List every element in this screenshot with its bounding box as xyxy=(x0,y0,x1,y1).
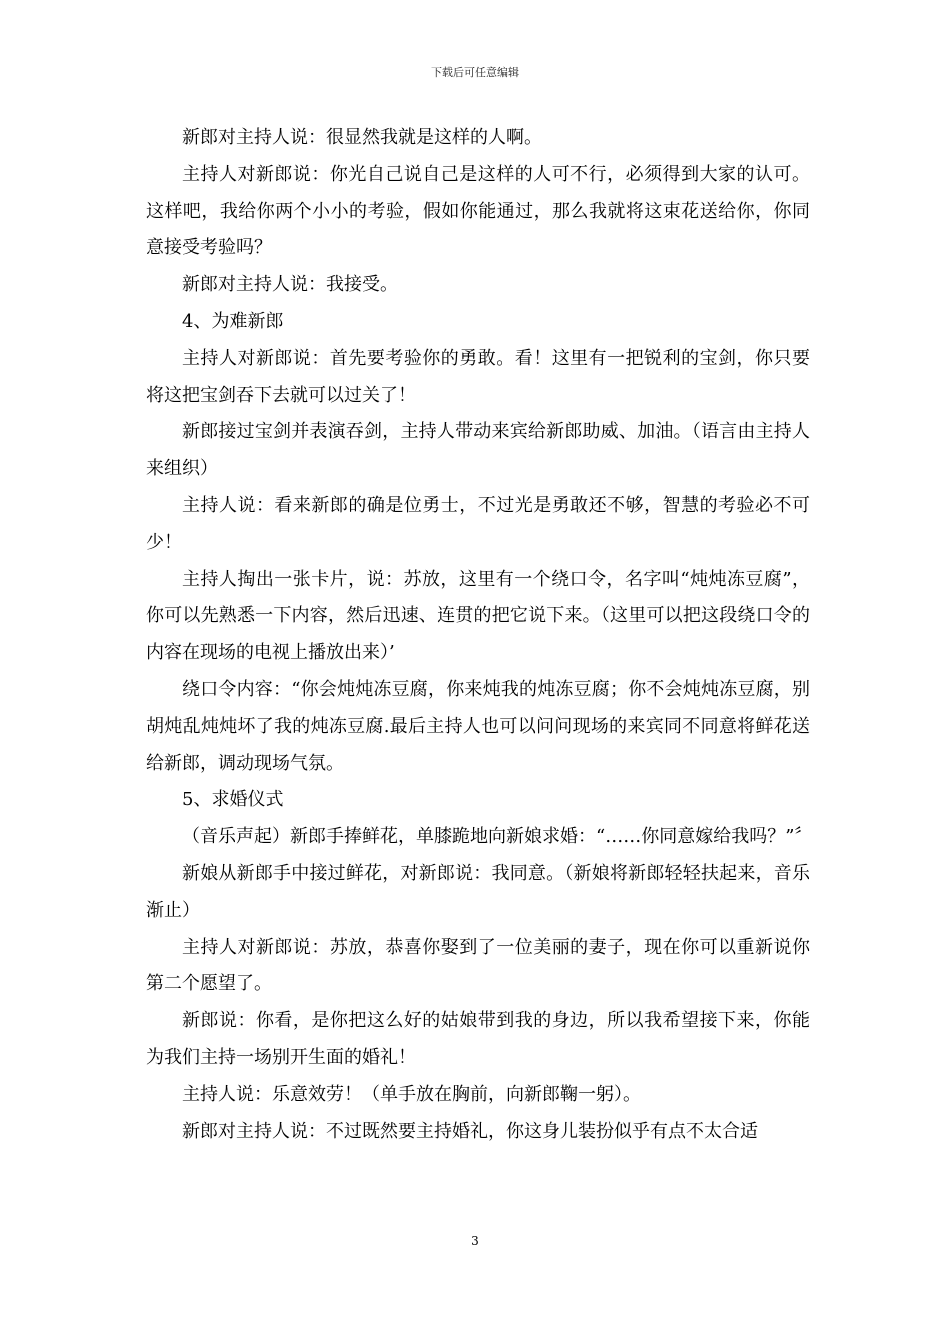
paragraph: （音乐声起）新郎手捧鲜花，单膝跪地向新娘求婚：“……你同意嫁给我吗？”〞 xyxy=(182,826,813,848)
paragraph: 主持人说：看来新郎的确是位勇士，不过光是勇敢还不够，智慧的考验必不可少！ xyxy=(146,494,810,553)
paragraph: 新郎接过宝剑并表演吞剑，主持人带动来宾给新郎助威、加油。（语言由主持人来组织） xyxy=(146,421,810,480)
paragraph: 新郎对主持人说：很显然我就是这样的人啊。 xyxy=(182,127,542,148)
paragraph: 主持人掏出一张卡片，说：苏放，这里有一个绕口令，名字叫“炖炖冻豆腐”，你可以先熟悉一下内容，然后迅速、连贯的把它说下来。（这里可以把这段绕口令的内容在现场的电视上播放出来）’ xyxy=(146,568,810,664)
paragraph: 主持人对新郎说：苏放，恭喜你娶到了一位美丽的妻子，现在你可以重新说你第二个愿望了。 xyxy=(146,936,810,995)
paragraph: 新娘从新郎手中接过鲜花，对新郎说：我同意。（新娘将新郎轻轻扶起来，音乐渐止） xyxy=(146,862,810,921)
section-heading: 5、求婚仪式 xyxy=(182,789,284,811)
paragraph: 绕口令内容：“你会炖炖冻豆腐，你来炖我的炖冻豆腐；你不会炖炖冻豆腐，别胡炖乱炖炖坏了我的炖冻豆腐.最后主持人也可以问问现场的来宾同不同意将鲜花送给新郎，调动现场气氛。 xyxy=(146,678,810,774)
page-header: 下载后可任意编辑 xyxy=(431,66,519,79)
paragraph: 主持人说：乐意效劳！（单手放在胸前，向新郎鞠一躬）。 xyxy=(182,1083,641,1105)
paragraph: 新郎对主持人说：我接受。 xyxy=(182,274,398,296)
section-heading: 4、为难新郎 xyxy=(182,310,284,332)
paragraph: 主持人对新郎说：你光自己说自己是这样的人可不行，必须得到大家的认可。这样吧，我给你两个小小的考验，假如你能通过，那么我就将这束花送给你，你同意接受考验吗？ xyxy=(146,163,810,259)
page-number: 3 xyxy=(471,1234,479,1248)
paragraph: 主持人对新郎说：首先要考验你的勇敢。看！这里有一把锐利的宝剑，你只要将这把宝剑吞下去就可以过关了！ xyxy=(146,347,810,406)
paragraph: 新郎对主持人说：不过既然要主持婚礼，你这身儿装扮似乎有点不太合适 xyxy=(182,1120,758,1142)
paragraph: 新郎说：你看，是你把这么好的姑娘带到我的身边，所以我希望接下来，你能为我们主持一场别开生面的婚礼！ xyxy=(146,1010,810,1068)
document-body xyxy=(146,120,813,1150)
